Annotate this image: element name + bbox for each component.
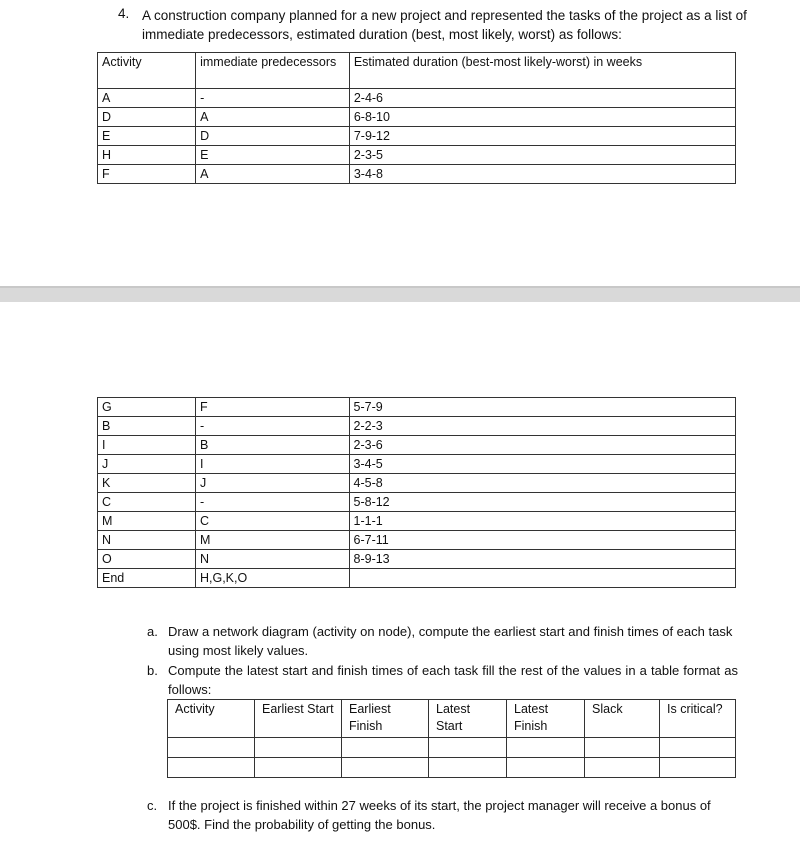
- table-row: [98, 474, 736, 493]
- subquestion-a-text: Draw a network diagram (activity on node), compute the earliest start and finish times of each task using most likely values.: [168, 624, 733, 658]
- table-row: [98, 455, 736, 474]
- subquestion-a-label: a.: [147, 624, 158, 639]
- activity-cell: B: [98, 417, 196, 436]
- table-row: [98, 512, 736, 531]
- predecessor-cell: F: [195, 398, 349, 417]
- table-row: [98, 550, 736, 569]
- activity-cell: N: [98, 531, 196, 550]
- format-header-critical: Is critical?: [660, 700, 736, 738]
- activity-cell: O: [98, 550, 196, 569]
- table-row: [98, 493, 736, 512]
- subquestion-b-label: b.: [147, 663, 158, 678]
- task-table-part1: [97, 52, 736, 184]
- activity-cell: A: [98, 89, 196, 108]
- predecessor-cell: A: [196, 108, 350, 127]
- format-header-earliest-finish: Earliest Finish: [342, 700, 429, 738]
- duration-cell: 2-4-6: [349, 89, 735, 108]
- subquestion-c-text: If the project is finished within 27 weeks of its start, the project manager will receive a bonus of 500$. Find the probability of getting the bonus.: [168, 798, 711, 832]
- table-row: [98, 146, 736, 165]
- table-row: [98, 89, 736, 108]
- subquestion-b-text: Compute the latest start and finish times of each task fill the rest of the values in a table format as follows:: [168, 663, 738, 697]
- activity-cell: K: [98, 474, 196, 493]
- format-blank-row: [168, 738, 736, 758]
- predecessor-cell: N: [195, 550, 349, 569]
- question-text: A construction company planned for a new project and represented the tasks of the project as a list of immediate predecessors, estimated duration (best, most likely, worst) as follows:: [142, 8, 747, 42]
- predecessor-cell: I: [195, 455, 349, 474]
- predecessor-cell: D: [196, 127, 350, 146]
- header-activity: Activity: [98, 53, 196, 89]
- duration-cell: 5-8-12: [349, 493, 736, 512]
- format-table: [167, 699, 736, 778]
- format-header-row: [168, 700, 736, 738]
- predecessor-cell: J: [195, 474, 349, 493]
- activity-cell: J: [98, 455, 196, 474]
- task-table-part2: [97, 397, 736, 588]
- predecessor-cell: A: [196, 165, 350, 184]
- predecessor-cell: C: [195, 512, 349, 531]
- format-header-slack: Slack: [585, 700, 660, 738]
- activity-cell: G: [98, 398, 196, 417]
- predecessor-cell: -: [195, 493, 349, 512]
- activity-cell: H: [98, 146, 196, 165]
- duration-cell: 4-5-8: [349, 474, 736, 493]
- table-row: [98, 398, 736, 417]
- activity-cell: C: [98, 493, 196, 512]
- header-predecessors: immediate predecessors: [196, 53, 350, 89]
- duration-cell: 2-2-3: [349, 417, 736, 436]
- subquestion-c-label: c.: [147, 798, 158, 813]
- predecessor-cell: E: [196, 146, 350, 165]
- duration-cell: 8-9-13: [349, 550, 736, 569]
- duration-cell: 2-3-5: [349, 146, 735, 165]
- format-header-activity: Activity: [168, 700, 255, 738]
- duration-cell: 7-9-12: [349, 127, 735, 146]
- predecessor-cell: -: [195, 417, 349, 436]
- duration-cell: 3-4-8: [349, 165, 735, 184]
- duration-cell: 6-7-11: [349, 531, 736, 550]
- page-break-divider: [0, 286, 800, 302]
- duration-cell: 2-3-6: [349, 436, 736, 455]
- table-row: [98, 569, 736, 588]
- activity-cell: I: [98, 436, 196, 455]
- table-row: [98, 165, 736, 184]
- duration-cell: 1-1-1: [349, 512, 736, 531]
- activity-cell: M: [98, 512, 196, 531]
- predecessor-cell: B: [195, 436, 349, 455]
- table-row: [98, 436, 736, 455]
- activity-cell: F: [98, 165, 196, 184]
- format-header-latest-start: Latest Start: [429, 700, 507, 738]
- duration-cell: 3-4-5: [349, 455, 736, 474]
- activity-cell: D: [98, 108, 196, 127]
- duration-cell: 6-8-10: [349, 108, 735, 127]
- predecessor-cell: -: [196, 89, 350, 108]
- predecessor-cell: M: [195, 531, 349, 550]
- predecessor-cell: H,G,K,O: [195, 569, 349, 588]
- header-duration: Estimated duration (best-most likely-worst) in weeks: [349, 53, 735, 89]
- table-header-row: [98, 53, 736, 89]
- activity-cell: E: [98, 127, 196, 146]
- question-number: 4.: [118, 6, 130, 21]
- duration-cell: [349, 569, 736, 588]
- format-header-latest-finish: Latest Finish: [507, 700, 585, 738]
- table-row: [98, 127, 736, 146]
- activity-cell: End: [98, 569, 196, 588]
- table-row: [98, 108, 736, 127]
- duration-cell: 5-7-9: [349, 398, 736, 417]
- format-blank-row: [168, 758, 736, 778]
- format-header-earliest-start: Earliest Start: [255, 700, 342, 738]
- table-row: [98, 417, 736, 436]
- table-row: [98, 531, 736, 550]
